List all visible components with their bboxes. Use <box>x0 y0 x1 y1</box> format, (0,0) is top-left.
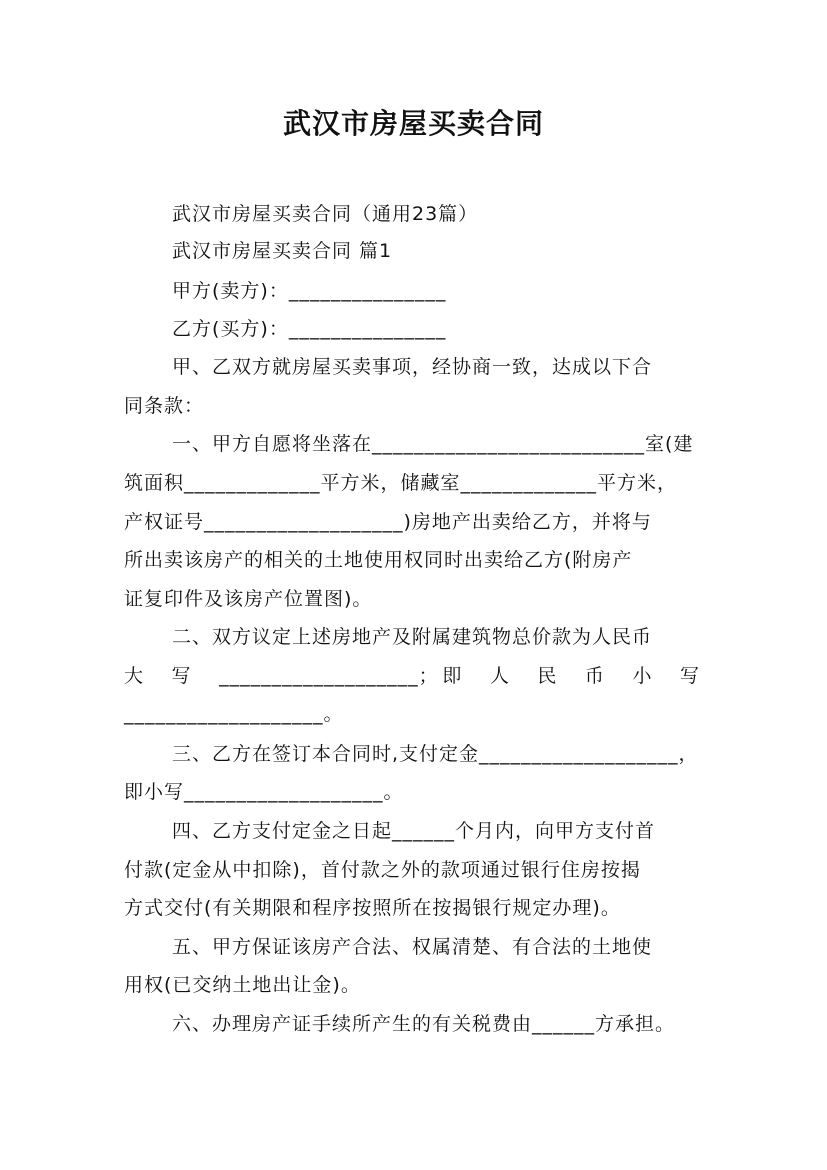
document-line: 证复印件及该房产位置图)。 <box>124 588 373 610</box>
document-line: 甲方(卖方)：_______________ <box>172 280 447 302</box>
document-line: 筑面积_____________平方米，储藏室_____________平方米， <box>124 472 678 494</box>
document-line: 即小写___________________。 <box>124 781 404 803</box>
document-line: 付款(定金从中扣除)，首付款之外的款项通过银行住房按揭 <box>124 859 641 881</box>
document-line: 六、办理房产证手续所产生的有关税费由______方承担。 <box>172 1013 676 1035</box>
document-line: 武汉市房屋买卖合同 篇1 <box>172 240 393 262</box>
document-line: 四、乙方支付定金之日起______个月内，向甲方支付首 <box>172 820 656 842</box>
document-title: 武汉市房屋买卖合同 <box>282 107 544 140</box>
document-line: 乙方(买方)：_______________ <box>172 318 447 340</box>
document-line: 二、双方议定上述房地产及附属建筑物总价款为人民币 <box>172 626 653 648</box>
document-line: 同条款： <box>124 395 205 417</box>
document-line: 所出卖该房产的相关的土地使用权同时出卖给乙方(附房产 <box>124 549 633 571</box>
document-line: 大 写 ___________________；即 人 民 币 小 写 <box>124 665 700 687</box>
document-line: 一、甲方自愿将坐落在__________________________室(建 <box>172 433 694 455</box>
document-line: 武汉市房屋买卖合同（通用23篇） <box>172 203 479 225</box>
document-line: 用权(已交纳土地出让金)。 <box>124 974 361 996</box>
document-line: 产权证号___________________)房地产出卖给乙方，并将与 <box>124 511 652 533</box>
document-line: 甲、乙双方就房屋买卖事项，经协商一致，达成以下合 <box>172 356 653 378</box>
document-line: 方式交付(有关期限和程序按照所在按揭银行规定办理)。 <box>124 897 621 919</box>
document-line: 五、甲方保证该房产合法、权属清楚、有合法的土地使 <box>172 936 653 958</box>
document-line: ___________________。 <box>124 703 344 725</box>
document-line: 三、乙方在签订本合同时,支付定金___________________， <box>172 743 699 765</box>
